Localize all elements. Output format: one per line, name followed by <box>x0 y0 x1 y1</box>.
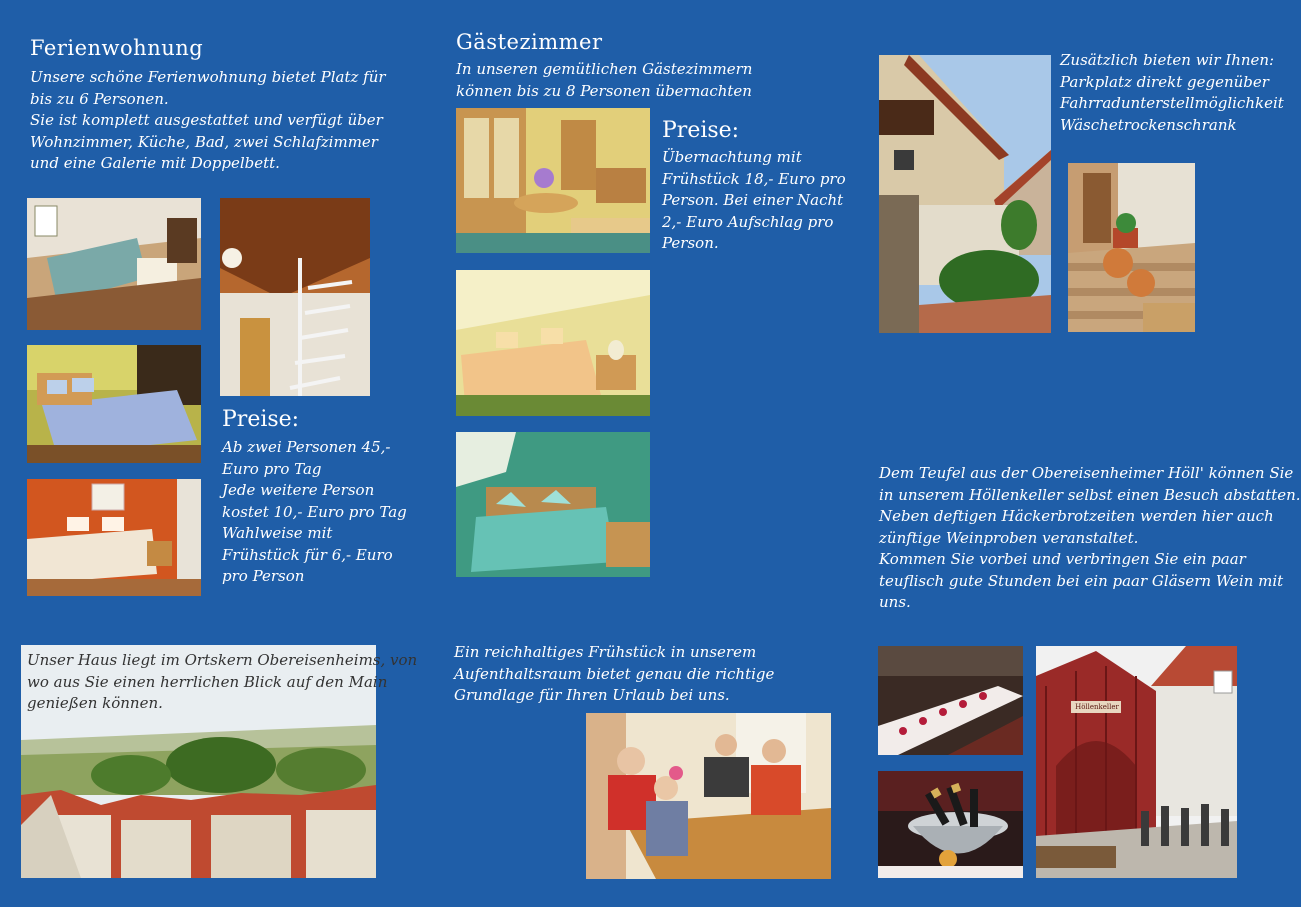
price-line: Jede weitere Person <box>222 481 375 499</box>
price-line: 2,- Euro Aufschlag pro <box>662 212 834 231</box>
ferienwohnung-price-title: Preise: <box>222 407 300 432</box>
text-line: teuflisch gute Stunden bei ein paar Gläsern Wein mit <box>879 571 1284 590</box>
price-line: Person. Bei einer Nacht <box>662 191 844 209</box>
text-line: Ein reichhaltiges Frühstück in unserem <box>454 643 757 661</box>
gallery-stairs-photo <box>220 198 370 396</box>
hoellenkeller-sign: Höllenkeller <box>1075 703 1119 711</box>
price-line: Person. <box>662 234 719 252</box>
fruehstueck-description <box>454 642 774 707</box>
text-line: Grundlage für Ihren Urlaub bei uns. <box>454 686 730 704</box>
text-line: in unserem Höllenkeller selbst einen Besuch abstatten. <box>879 485 1301 504</box>
house-exterior-photo <box>879 55 1051 333</box>
gaestezimmer-description <box>456 59 752 102</box>
text-line: Wäschetrockenschrank <box>1060 115 1237 134</box>
gaestezimmer-price-title: Preise: <box>662 118 740 143</box>
text-line: Unsere schöne Ferienwohnung bietet Platz für <box>30 68 386 86</box>
double-room-photo <box>456 270 650 416</box>
gaestezimmer-prices <box>662 147 846 255</box>
village-view-photo <box>21 645 376 878</box>
living-room-photo <box>27 198 201 330</box>
guest-room-photo <box>456 108 650 253</box>
ferienwohnung-description <box>30 67 386 175</box>
green-room-photo <box>456 432 650 577</box>
keller-description <box>879 463 1301 614</box>
price-line: Frühstück 18,- Euro pro <box>662 169 846 188</box>
text-line: Aufenthaltsraum bietet genau die richtige <box>454 664 775 683</box>
text-line: In unseren gemütlichen Gästezimmern <box>456 60 753 78</box>
text-line: Fahrradunterstellmöglichkeit <box>1060 94 1284 112</box>
ferienwohnung-title: Ferienwohnung <box>30 36 204 60</box>
text-line: Neben deftigen Häckerbrotzeiten werden hier auch <box>879 507 1274 525</box>
village-view-panel <box>21 645 418 878</box>
text-line: und eine Galerie mit Doppelbett. <box>30 154 280 172</box>
text-line: zünftige Weinproben veranstaltet. <box>879 528 1139 547</box>
price-line: pro Person <box>222 567 305 585</box>
price-line: Euro pro Tag <box>222 459 322 478</box>
text-line: wo aus Sie einen herrlichen Blick auf den Main <box>27 672 388 691</box>
wine-bucket-photo <box>878 771 1023 878</box>
text-line: Zusätzlich bieten wir Ihnen: <box>1060 51 1275 69</box>
text-line: Parkplatz direkt gegenüber <box>1060 72 1269 91</box>
price-line: kostet 10,- Euro pro Tag <box>222 502 407 521</box>
text-line: uns. <box>879 593 911 611</box>
entrance-steps-photo <box>1068 163 1195 332</box>
text-line: bis zu 6 Personen. <box>30 89 169 108</box>
price-line: Wahlweise mit <box>222 524 333 542</box>
text-line: Kommen Sie vorbei und verbringen Sie ein paar <box>879 550 1246 568</box>
ferienwohnung-prices <box>222 437 407 588</box>
bedroom-photo <box>27 345 201 463</box>
gaestezimmer-title: Gästezimmer <box>456 30 603 54</box>
text-line: Dem Teufel aus der Obereisenheimer Höll' können Sie <box>879 464 1294 482</box>
price-line: Ab zwei Personen 45,- <box>222 438 391 456</box>
text-line: genießen können. <box>27 694 163 712</box>
hoellenkeller-entrance-photo <box>1036 646 1237 878</box>
extras-list <box>1060 50 1284 136</box>
text-line: können bis zu 8 Personen übernachten <box>456 81 752 100</box>
text-line: Sie ist komplett ausgestattet und verfügt über <box>30 111 383 129</box>
cellar-tables-photo <box>878 646 1023 755</box>
breakfast-room-photo <box>586 713 831 879</box>
orange-bedroom-photo <box>27 479 201 596</box>
text-line: Wohnzimmer, Küche, Bad, zwei Schlafzimmer <box>30 132 378 151</box>
text-line: Unser Haus liegt im Ortskern Obereisenheims, von <box>27 651 418 669</box>
price-line: Übernachtung mit <box>662 148 802 166</box>
price-line: Frühstück für 6,- Euro <box>222 545 393 564</box>
